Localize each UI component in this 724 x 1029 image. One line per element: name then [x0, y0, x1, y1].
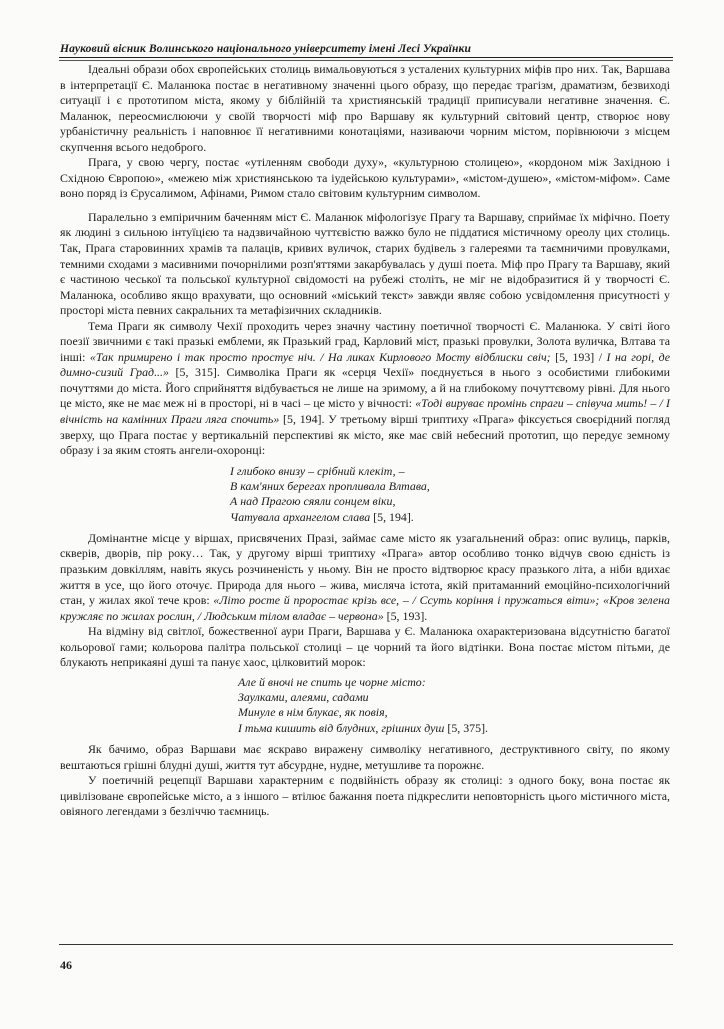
poem-line: І глибоко внизу – срібний клекіт, –: [230, 463, 405, 478]
paragraph-4: [60, 319, 670, 459]
poem-line: Але й вночі не спить це чорне місто:: [238, 674, 426, 689]
poem-line: Минуле в нім блукає, як повія,: [238, 705, 388, 720]
header-rule-secondary: [59, 60, 673, 61]
paragraph-5-start: Домінантне місце у віршах, присвячених Празі, займає саме місто як узагальнений образ: опис вулиць, парків, скверів, дворів, пір року… Так, у другому вірші триптиху «Прага» автор особливо тонко відчув свою єдність із празьким довкіллям, навіть якусь розчиненість у ньому. Він не просто відтворює красу празького літа, а ніби вдихає життя в усе, що його оточує. Природа для нього – жива, мисляча істота, якій притаманний емоційно-психологічний стан, у жилах якої тече кров:: [60, 530, 670, 608]
quote-kyrlovyi-most: «Так примирено і так просто простує ніч. / На ликах Кирлового Мосту відблиски свіч;: [89, 349, 551, 364]
quote-hrad: І на горі, де димно-сизий Град...»: [60, 349, 671, 380]
paragraph-6: На відміну від світлої, божественної аури Праги, Варшава у Є. Маланюка охарактеризована відсутністю багатої кольорової гами; кольорова палітра польської столиці – це чорний та його відтінки. Вона постає містом пітьми, де блукають неприкаяні душі та панує хаос, цілковитий морок:: [60, 624, 670, 670]
paragraph-4-start: Тема Праги як символу Чехії проходить через значну частину поетичної творчості Є. Маланюка. У світі його поезії звичними є такі празькі емблеми, як Празький град, Карловий міст, празькі провулки, Золота вуличка, Влтава та інші:: [60, 318, 670, 364]
paragraph-8: У поетичній рецепції Варшави характерним є подвійність образу як столиці: з одного боку, вона постає як цивілізоване європейське місто, а з іншого – втілює бажання поета підкреслити неповторність цього містичного міста, овіяного легендами з безліччю таємниць.: [60, 773, 670, 819]
running-header: Науковий вісник Волинського національного університету імені Лесі Українки: [60, 42, 472, 55]
reference: [5, 375].: [444, 720, 488, 735]
reference: [5, 194].: [370, 509, 414, 524]
poem-prague: [230, 464, 670, 525]
page-number: 46: [60, 958, 72, 972]
poem-line: Заулками, алеями, садами: [238, 690, 369, 705]
paragraph-3: Паралельно з емпіричним баченням міст Є. Маланюк міфологізує Прагу та Варшаву, сприймає їх міфічно. Поету як людині з сильною інтуїцією та надзвичайною чуттєвістю важко було не піддатися містичному ореолу цих столиць. Так, Прага старовинних храмів та палаців, кривих вуличок, старих будівель з галереями та таємничими провулками, темними сходами з масивними почорнілими розп'яттями закарбувалась у душі поета. Міф про Прагу та Варшаву, який є частиною чеської та польської культурної свідомості на рубежі століть, не міг не відобразитися й у творчості Є. Маланюка, особливо якщо врахувати, що основний «міський текст» завжди являє собою усвідомлення присутності у просторі міста певних сакральних та метафізичних складників.: [60, 209, 670, 318]
reference: [5, 193] /: [550, 349, 607, 364]
quote-lito: «Літо росте й проростає крізь все, – / Ссуть коріння і пружаться віти»;: [213, 593, 600, 608]
poem-line: А над Прагою сяяли сонцем віки,: [230, 494, 396, 509]
article-body: [60, 62, 670, 820]
poem-line-last: Чатувала архангелом слава [5, 194].: [230, 509, 414, 524]
poem-warsaw: [238, 675, 670, 736]
paragraph-2: Прага, у свою чергу, постає «утіленням свободи духу», «культурною столицею», «кордоном між Західною і Східною Європою», «межею між християнською та іудейською культурами», «містом-душею», «містом-міфом». Саме воно поряд із Єрусалимом, Афінами, Римом стало світовим культурним символом.: [60, 155, 670, 201]
paragraph-5: [60, 531, 670, 624]
paragraph-4-middle: [5, 315]. Символіка Праги як «серця Чехії» поєднується в нього з особистими глибокими почуттями до міста. Його сприйняття відбувається не лише на зримому, а й на глибокому почуттєвому рівні. Для нього це місто, яке не має меж ні в просторі, ні в часі – це місто у вічності:: [60, 365, 670, 411]
paragraph-1: Ідеальні образи обох європейських столиць вимальовуються з усталених культурних міфів про них. Так, Варшава в інтерпретації Є. Маланюка постає в негативному значенні цього образу, що передає трагізм, драматизм, безвиході ситуації і є прототипом міста, якому у біблійній та християнській традиції приписували негативне значення. Є. Маланюк, переосмислюючи у своїй творчості міф про Варшаву як культурний світовий центр, створює нову урбаністичну реальність і наповнює її негативними конотаціями, називаючи чорним містом, порівнюючи з місцем скупчення всього недоброго.: [60, 62, 670, 154]
quote-krov: «Кров зелена кружляє по жилах рослин, / Людським тілом владає – червона»: [60, 593, 671, 623]
header-rule: [59, 57, 673, 58]
footer-rule: [59, 944, 673, 945]
paragraph-4-end: [5, 194]. У третьому вірші триптиху «Прага» фіксується своєрідний погляд зверху, що Прага постає у вертикальній перспективі як місто, яке має свій небесний прототип, що передує земному образу і за яким стоять ангели-охоронці:: [60, 412, 670, 458]
poem-line: В кам'яних берегах пропливала Влтава,: [230, 478, 430, 493]
reference: [5, 193].: [383, 608, 428, 623]
quote-vichnist: «Тоді вируває промінь спраги – співуча мить! – / І вічність на камінних Праги ляга спочить»: [60, 396, 670, 427]
paragraph-7: Як бачимо, образ Варшави має яскраво виражену символіку негативного, деструктивного світу, по якому вештаються грішні блудні душі, життя тут абсурдне, нудне, метушливе та порожнє.: [60, 741, 670, 772]
poem-line-last: І тьма кишить від блудних, грішних душ [5, 375].: [238, 720, 488, 735]
